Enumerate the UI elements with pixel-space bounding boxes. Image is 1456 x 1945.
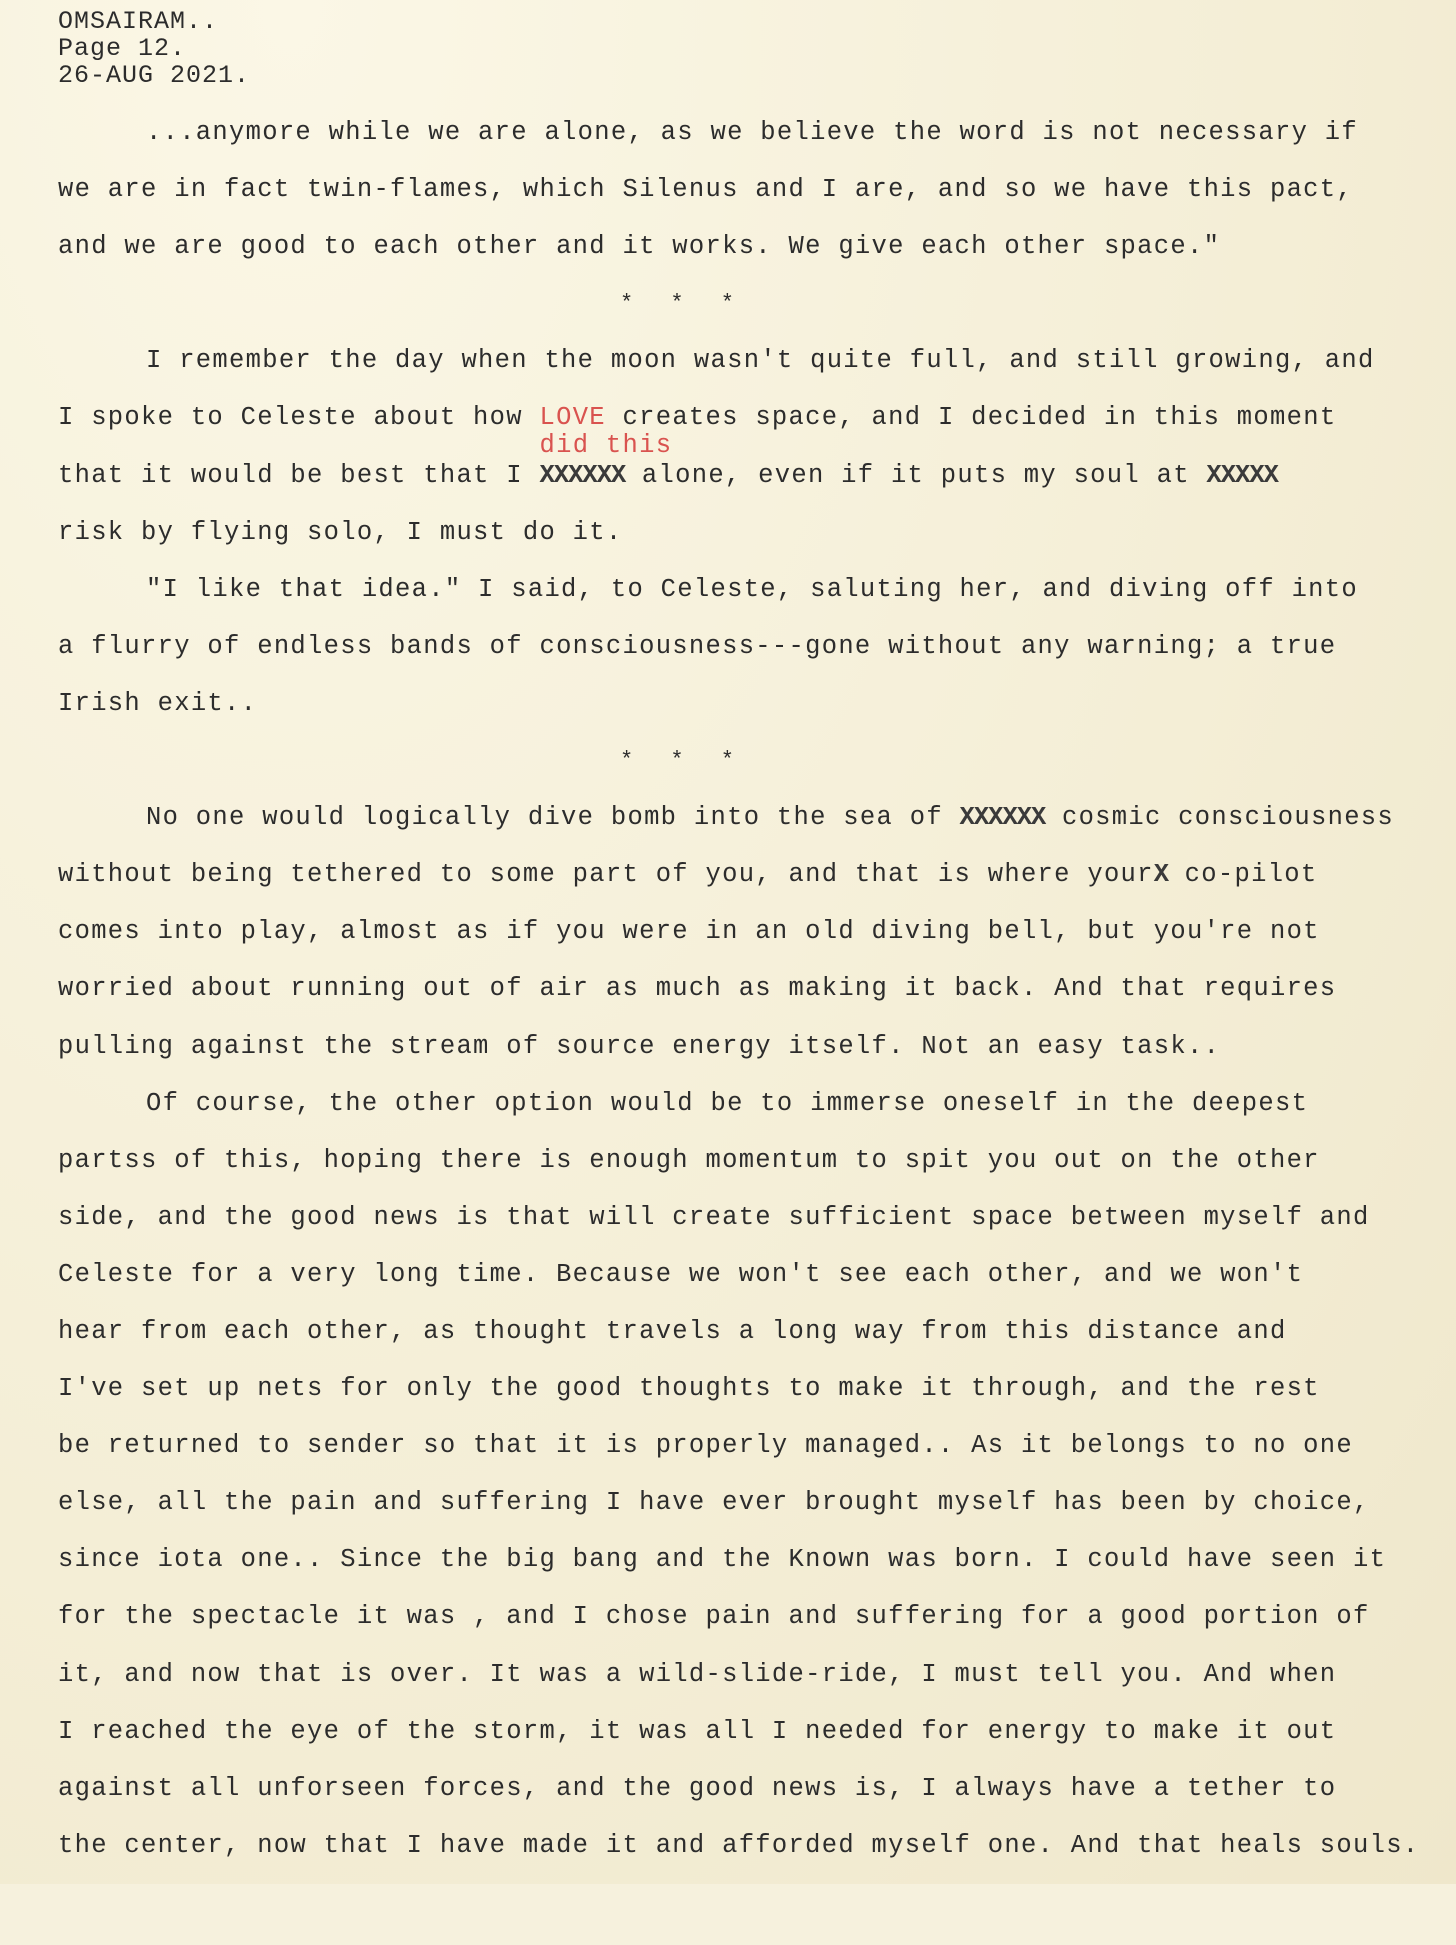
- header-page-number: Page 12.: [58, 34, 187, 63]
- header-date: 26-AUG 2021.: [58, 61, 251, 90]
- text-line: for the spectacle it was , and I chose pain and suffering for a good portion of: [58, 1602, 1370, 1632]
- handwritten-insertion: did this: [539, 430, 673, 460]
- text-line: Irish exit..: [58, 688, 258, 718]
- text-line: a flurry of endless bands of consciousness---gone without any warning; a true: [58, 631, 1337, 661]
- text-line: worried about running out of air as much as making it back. And that requires: [58, 974, 1337, 1004]
- text-line: risk by flying solo, I must do it.: [58, 517, 623, 547]
- text-line: I spoke to Celeste about how LOVE creates space, and I decided in this moment: [58, 403, 1337, 433]
- text-line: be returned to sender so that it is properly managed.. As it belongs to no one: [58, 1431, 1353, 1461]
- text-line: else, all the pain and suffering I have ever brought myself has been by choice,: [58, 1488, 1370, 1518]
- text-line: that it would be best that I did this XXXXXX alone, even if it puts my soul at XXXXX: [58, 430, 1278, 490]
- text-line: No one would logically dive bomb into the sea of XXXXXX cosmic consciousness: [146, 803, 1395, 833]
- text-line: it, and now that is over. It was a wild-slide-ride, I must tell you. And when: [58, 1659, 1337, 1689]
- section-separator: * * *: [619, 291, 746, 317]
- text-line: Celeste for a very long time. Because we won't see each other, and we won't: [58, 1259, 1304, 1289]
- page-body: [58, 118, 1438, 1945]
- text-line: "I like that idea." I said, to Celeste, saluting her, and diving off into: [146, 574, 1358, 604]
- text-line: pulling against the stream of source energy itself. Not an easy task..: [58, 1031, 1221, 1061]
- struck-word: XXXXXX: [959, 803, 1046, 833]
- struck-word: did this XXXXXX: [539, 430, 673, 490]
- text-line: the center, now that I have made it and afforded myself one. And that heals souls.: [58, 1830, 1420, 1860]
- text-line: without being tethered to some part of you, and that is where yourX co-pilot: [58, 860, 1318, 890]
- text-line: I've set up nets for only the good thoughts to make it through, and the rest: [58, 1374, 1320, 1404]
- text-line: since iota one.. Since the big bang and the Known was born. I could have seen it: [58, 1545, 1387, 1575]
- text-line: [58, 1888, 1438, 1945]
- text-line: partss of this, hoping there is enough momentum to spit you out on the other: [58, 1145, 1320, 1175]
- text-line: we are in fact twin-flames, which Silenus and I are, and so we have this pact,: [58, 175, 1353, 205]
- text-line: Of course, the other option would be to immerse oneself in the deepest: [146, 1088, 1309, 1118]
- text-line: side, and the good news is that will create sufficient space between myself and: [58, 1202, 1370, 1232]
- struck-word: X: [1153, 860, 1169, 890]
- text-line: hear from each other, as thought travels a long way from this distance and: [58, 1316, 1287, 1346]
- text-line: against all unforseen forces, and the good news is, I always have a tether to: [58, 1773, 1337, 1803]
- header-title: OMSAIRAM..: [58, 7, 219, 36]
- text-line: ...anymore while we are alone, as we believe the word is not necessary if: [146, 118, 1358, 147]
- section-separator: * * *: [619, 748, 746, 774]
- page-header: [58, 8, 250, 89]
- text-line: I remember the day when the moon wasn't quite full, and still growing, and: [146, 346, 1375, 376]
- struck-word: XXXXX: [1206, 460, 1278, 490]
- text-line: and we are good to each other and it works. We give each other space.": [58, 232, 1221, 262]
- text-line: comes into play, almost as if you were in an old diving bell, but you're not: [58, 917, 1320, 947]
- red-ink-correction: LOVE: [539, 403, 606, 433]
- text-line: I reached the eye of the storm, it was all I needed for energy to make it out: [58, 1716, 1337, 1746]
